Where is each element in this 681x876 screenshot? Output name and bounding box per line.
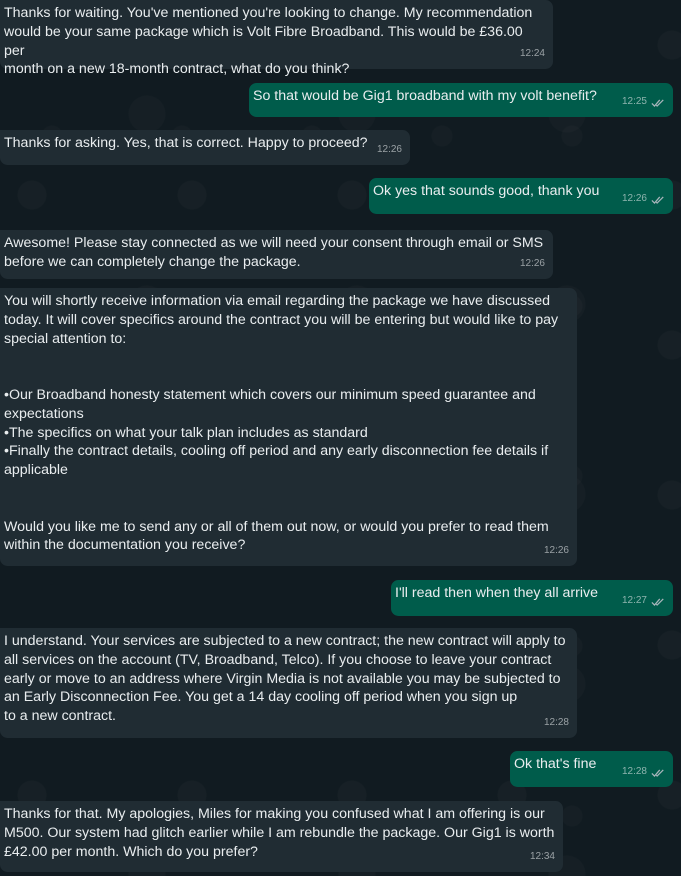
incoming-message [0, 801, 563, 872]
message-time: 12:26 [621, 193, 647, 205]
double-check-icon [651, 768, 665, 778]
message-meta [530, 848, 555, 867]
outgoing-message [369, 178, 673, 214]
message-meta [544, 542, 569, 561]
message-meta [520, 45, 545, 64]
message-text: Ok yes that sounds good, thank you [373, 183, 600, 199]
message-meta [377, 141, 402, 160]
outgoing-message [249, 83, 673, 117]
message-time: 12:34 [529, 851, 555, 863]
message-meta [622, 763, 665, 782]
message-time: 12:28 [543, 717, 569, 729]
double-check-icon [651, 195, 665, 205]
message-time: 12:27 [621, 595, 647, 607]
message-text: Awesome! Please stay connected as we will need your consent through email or SMS before we can completely change the package. [4, 235, 544, 270]
incoming-message [0, 628, 577, 738]
message-text: Thanks for waiting. You've mentioned you're looking to change. My recommendation would be your same package which is Volt Fibre Broadband. This would be £36.00 per month on a new 18-month contract, what do you think? [4, 5, 533, 78]
message-text: I understand. Your services are subjected to a new contract; the new contract will apply to all services on the account (TV, Broadband, Telco). If you choose to leave your contract early or move to an address where Virgin Media is not available you may be subjected to an Early Disconnection Fee. You get a 14 day cooling off period when you sign up to a new contract. [4, 633, 566, 725]
incoming-message [0, 0, 553, 78]
message-text: I'll read then when they all arrive [395, 585, 599, 601]
double-check-icon [651, 98, 665, 108]
message-text: Thanks for that. My apologies, Miles for making you confused what I am offering is our M500. Our system had glitch earlier while I am rebundle the package. Our Gig1 is worth £42.00 per month. Which do you prefer? [4, 806, 555, 860]
message-text: Ok that's fine [514, 756, 597, 772]
message-meta [622, 592, 665, 611]
message-text: So that would be Gig1 broadband with my volt benefit? [253, 88, 597, 104]
message-time: 12:24 [519, 48, 545, 60]
incoming-message [0, 288, 577, 566]
message-text: Thanks for asking. Yes, that is correct. Happy to proceed? [4, 135, 368, 151]
incoming-message [0, 130, 410, 165]
message-time: 12:26 [376, 144, 402, 156]
message-meta [622, 190, 665, 209]
message-time: 12:26 [519, 258, 545, 270]
outgoing-message [391, 580, 673, 616]
message-time: 12:26 [543, 545, 569, 557]
message-text: You will shortly receive information via email regarding the package we have discussed today. It will cover specifics around the contract you will be entering but would like to pay special attention to: •Our Broadband honesty statement which covers our minimum speed guarantee and expectations •The specifics on what your talk plan includes as standard •Finally the contract details, cooling off period and any early disconnection fee details if applicable Would you like me to send any or all of them out now, or would you prefer to read them within the documentation you receive? [4, 293, 559, 554]
incoming-message [0, 230, 553, 279]
double-check-icon [651, 597, 665, 607]
message-time: 12:25 [621, 96, 647, 108]
message-time: 12:28 [621, 766, 647, 778]
message-meta [544, 714, 569, 733]
message-meta [622, 93, 665, 112]
outgoing-message [510, 751, 673, 787]
message-meta [520, 255, 545, 274]
